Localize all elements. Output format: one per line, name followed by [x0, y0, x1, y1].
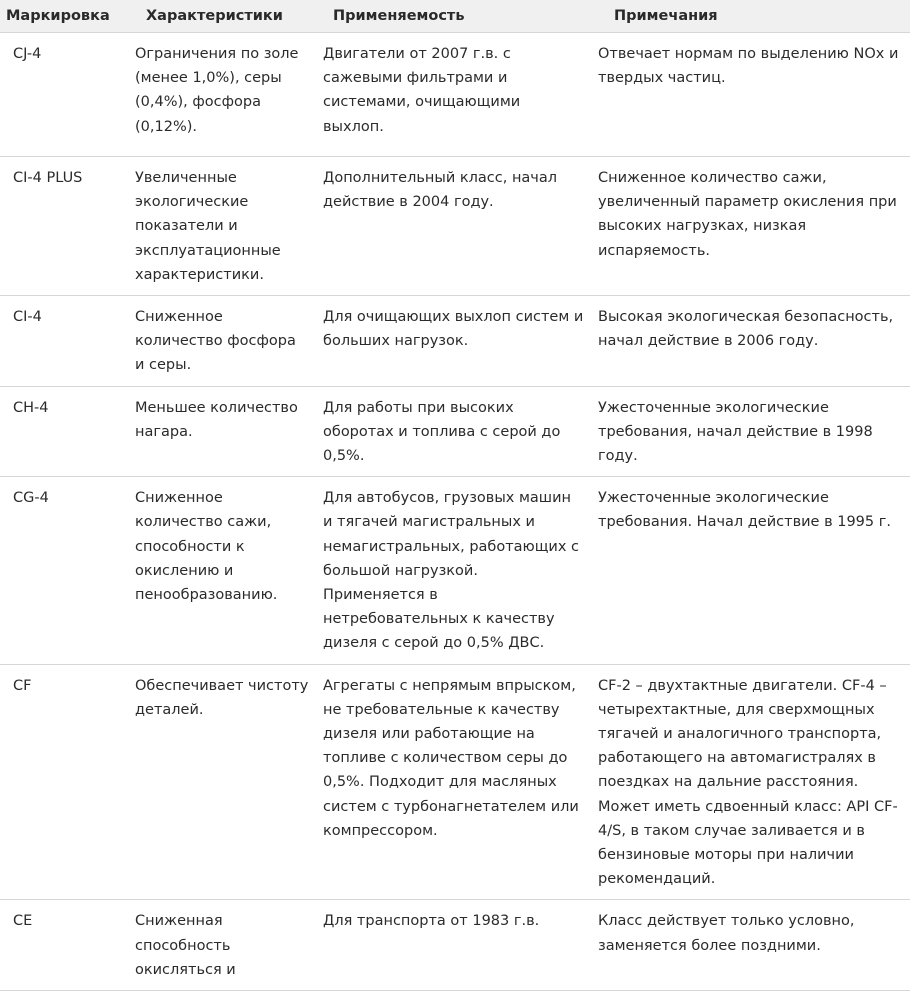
table-row [0, 33, 910, 157]
cell-marking: CG-4 [0, 477, 124, 664]
cell-applicability: Для автобусов, грузовых машин и тягачей магистральных и немагистральных, работающих с большой нагрузкой. Применяется в нетребовательных к качеству дизеля с серой до 0,5% ДВС. [313, 477, 588, 664]
cell-notes: CF-2 – двухтактные двигатели. CF-4 – четырехтактные, для сверхмощных тягачей и аналогичного транспорта, работающего на автомагистралях в поездках на дальние расстояния. Может иметь сдвоенный класс: API CF-4/S, в таком случае заливается и в бензиновые моторы при наличии рекомендаций. [588, 664, 910, 900]
cell-notes: Высокая экологическая безопасность, начал действие в 2006 году. [588, 296, 910, 387]
cell-notes: Ужесточенные экологические требования, начал действие в 1998 году. [588, 386, 910, 477]
cell-characteristics: Увеличенные экологические показатели и эксплуатационные характеристики. [124, 157, 313, 296]
table-row [0, 157, 910, 296]
cell-applicability: Двигатели от 2007 г.в. с сажевыми фильтрами и системами, очищающими выхлоп. [313, 33, 588, 157]
cell-characteristics: Сниженная способность окисляться и [124, 900, 313, 991]
cell-characteristics: Меньшее количество нагара. [124, 386, 313, 477]
header-marking: Маркировка [0, 0, 124, 33]
cell-applicability: Агрегаты с непрямым впрыском, не требовательные к качеству дизеля или работающие на топливе с количеством серы до 0,5%. Подходит для масляных систем с турбонагнетателем или компрессором. [313, 664, 588, 900]
cell-notes: Сниженное количество сажи, увеличенный параметр окисления при высоких нагрузках, низкая испаряемость. [588, 157, 910, 296]
cell-marking: CF [0, 664, 124, 900]
cell-notes: Отвечает нормам по выделению NOx и твердых частиц. [588, 33, 910, 157]
header-row [0, 0, 910, 33]
header-applicability: Применяемость [313, 0, 588, 33]
table-row [0, 296, 910, 387]
cell-marking: CE [0, 900, 124, 991]
table-header [0, 0, 910, 33]
cell-notes: Класс действует только условно, заменяется более поздними. [588, 900, 910, 991]
cell-marking: CH-4 [0, 386, 124, 477]
cell-marking: CJ-4 [0, 33, 124, 157]
cell-notes: Ужесточенные экологические требования. Начал действие в 1995 г. [588, 477, 910, 664]
table-row [0, 477, 910, 664]
table-row [0, 386, 910, 477]
cell-marking: CI-4 [0, 296, 124, 387]
table-row [0, 664, 910, 900]
cell-applicability: Дополнительный класс, начал действие в 2004 году. [313, 157, 588, 296]
cell-applicability: Для очищающих выхлоп систем и больших нагрузок. [313, 296, 588, 387]
table-body [0, 33, 910, 991]
table-row [0, 900, 910, 991]
cell-characteristics: Сниженное количество фосфора и серы. [124, 296, 313, 387]
cell-characteristics: Ограничения по золе (менее 1,0%), серы (0,4%), фосфора (0,12%). [124, 33, 313, 157]
cell-characteristics: Сниженное количество сажи, способности к окислению и пенообразованию. [124, 477, 313, 664]
cell-characteristics: Обеспечивает чистоту деталей. [124, 664, 313, 900]
cell-marking: CI-4 PLUS [0, 157, 124, 296]
header-characteristics: Характеристики [124, 0, 313, 33]
header-notes: Примечания [588, 0, 910, 33]
cell-applicability: Для транспорта от 1983 г.в. [313, 900, 588, 991]
cell-applicability: Для работы при высоких оборотах и топлива с серой до 0,5%. [313, 386, 588, 477]
